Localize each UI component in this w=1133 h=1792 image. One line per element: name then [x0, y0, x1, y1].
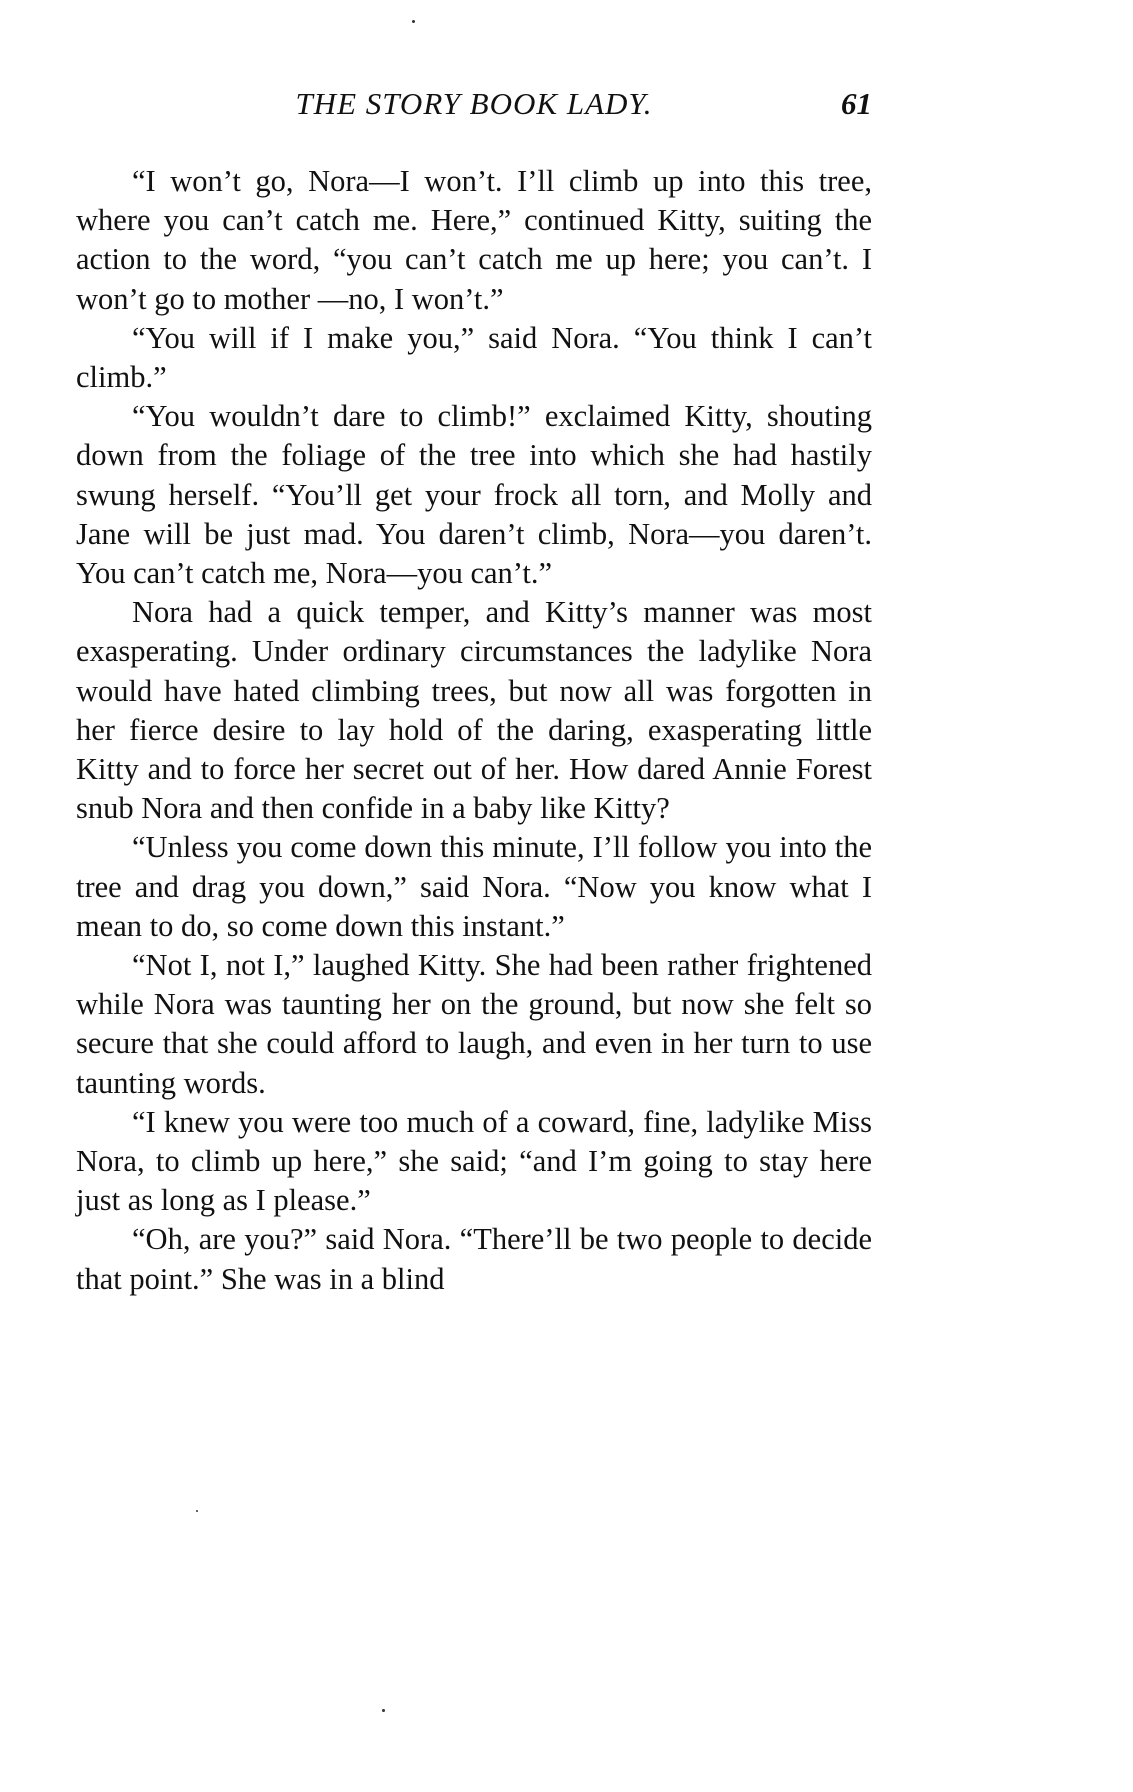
- paragraph: Nora had a quick temper, and Kitty’s manner was most exasperating. Under ordinary circumstances the ladylike Nora would have hated climbing trees, but now all was forgotten in her fierce desire to lay hold of the daring, exasperating little Kitty and to force her secret out of her. How dared Annie Forest snub Nora and then confide in a baby like Kitty?: [76, 595, 872, 826]
- page-number: 61: [841, 86, 872, 121]
- print-speck: [412, 20, 415, 23]
- running-title: THE STORY BOOK LADY.: [295, 86, 653, 121]
- paragraph: “You wouldn’t dare to climb!” exclaimed Kitty, shouting down from the foliage of the tree into which she had hastily swung herself. “You’ll get your frock all torn, and Molly and Jane will be just mad. You daren’t climb, Nora—you daren’t. You can’t catch me, Nora—you can’t.”: [76, 399, 872, 591]
- paragraph: “Not I, not I,” laughed Kitty. She had been rather frightened while Nora was taunting her on the ground, but now she felt so secure that she could afford to laugh, and even in her turn to use taunting words.: [76, 948, 872, 1100]
- paragraph: “I won’t go, Nora—I won’t. I’ll climb up into this tree, where you can’t catch me. Here,” continued Kitty, suiting the action to the word, “you can’t catch me up here; you can’t. I won’t go to mother —no, I won’t.”: [76, 164, 872, 316]
- paragraph: “Unless you come down this minute, I’ll follow you into the tree and drag you down,” said Nora. “Now you know what I mean to do, so come down this instant.”: [76, 830, 872, 943]
- body-text: [76, 162, 872, 1299]
- page-header: [76, 86, 872, 126]
- print-speck: [196, 1510, 198, 1512]
- print-speck: [382, 1709, 385, 1712]
- paragraph: “You will if I make you,” said Nora. “You think I can’t climb.”: [76, 320, 872, 395]
- paragraph: “Oh, are you?” said Nora. “There’ll be two people to decide that point.” She was in a blind: [76, 1222, 872, 1296]
- paragraph: “I knew you were too much of a coward, fine, ladylike Miss Nora, to climb up here,” she said; “and I’m going to stay here just as long as I please.”: [76, 1104, 872, 1218]
